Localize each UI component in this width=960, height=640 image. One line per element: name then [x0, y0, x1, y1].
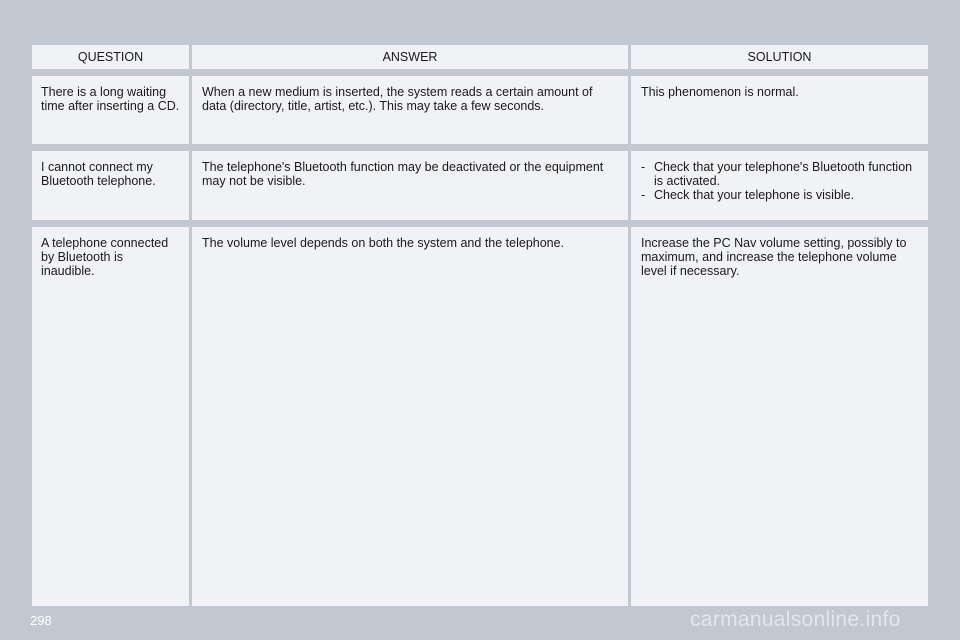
row-2-solution-item-1 — [641, 160, 922, 188]
row-1-solution-text: This phenomenon is normal. — [641, 85, 799, 99]
row-2-answer: The telephone's Bluetooth function may be deactivated or the equipment may not be visible. — [192, 151, 628, 220]
row-1-answer: When a new medium is inserted, the system reads a certain amount of data (directory, title, artist, etc.). This may take a few seconds. — [192, 76, 628, 144]
row-3-solution — [631, 227, 928, 606]
row-1-question: There is a long waiting time after inserting a CD. — [32, 76, 189, 144]
row-3-question: A telephone connected by Bluetooth is inaudible. — [32, 227, 189, 606]
bullet-dash: - — [641, 160, 646, 174]
row-2-solution-text-2: Check that your telephone is visible. — [654, 188, 855, 202]
row-2-solution — [631, 151, 928, 220]
row-2-solution-item-2 — [641, 188, 922, 202]
row-1-solution — [631, 76, 928, 144]
row-2-solution-text-1: Check that your telephone's Bluetooth function is activated. — [654, 160, 913, 188]
header-solution: SOLUTION — [631, 45, 928, 69]
bullet-dash: - — [641, 188, 646, 202]
page-number: 298 — [30, 613, 52, 628]
row-3-solution-text: Increase the PC Nav volume setting, possibly to maximum, and increase the telephone volume level if necessary. — [641, 236, 907, 278]
row-2-question: I cannot connect my Bluetooth telephone. — [32, 151, 189, 220]
header-answer: ANSWER — [192, 45, 628, 69]
row-3-answer: The volume level depends on both the system and the telephone. — [192, 227, 628, 606]
watermark: carmanualsonline.info — [690, 608, 901, 631]
header-question: QUESTION — [32, 45, 189, 69]
